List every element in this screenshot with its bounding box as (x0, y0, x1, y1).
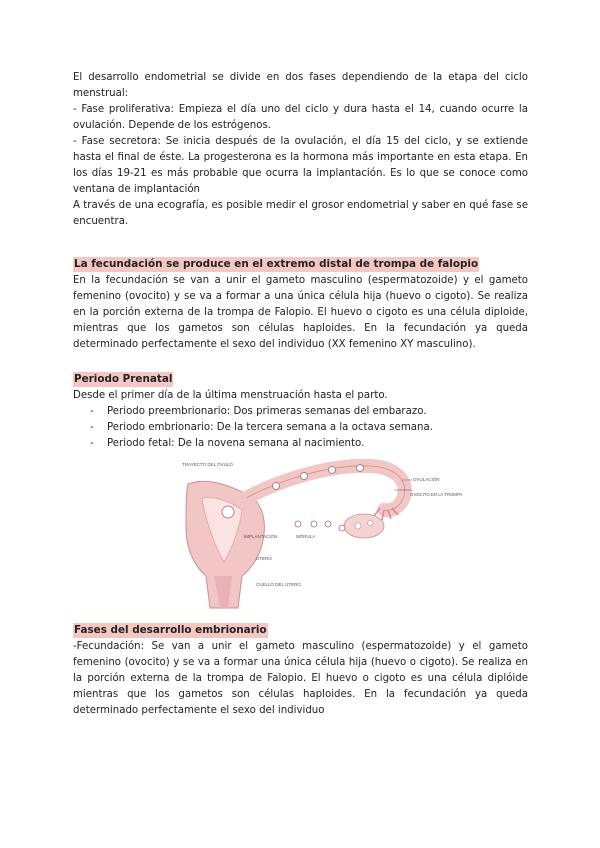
ovum-pathway-illustration (180, 458, 463, 610)
cell (357, 465, 364, 472)
implanted-embryo (222, 506, 234, 518)
follicle (368, 521, 373, 526)
fecundacion-heading: La fecundación se produce en el extremo distal de trompa de falopio (74, 258, 479, 270)
cell (339, 525, 345, 531)
intro-paragraph: El desarrollo endometrial se divide en dos fases dependiendo de la etapa del ciclo menstrual: (73, 72, 528, 99)
cell (295, 521, 301, 527)
cell (325, 521, 331, 527)
follicle (355, 523, 361, 529)
list-item: - Periodo embrionario: De la tercera semana a la octava semana. (90, 420, 528, 436)
label-implantacion: IMPLANTACIÓN (244, 534, 278, 539)
list-item: - Periodo fetal: De la novena semana al nacimiento. (90, 436, 528, 452)
prenatal-intro: Desde el primer día de la última menstruación hasta el parto. (73, 390, 388, 401)
cell (329, 467, 336, 474)
list-item: - Periodo preembrionario: Dos primeras semanas del embarazo. (90, 404, 528, 420)
fases-body: -Fecundación: Se van a unir el gameto masculino (espermatozoide) y el gameto femenino (ovocito) y se va a formar una única célula hija (huevo o cigoto). Se realiza en la porción externa de la trompa de Falopio. El huevo o cigoto es una célula diplóide mientras que los gametos son células haploides. En la fecundación ya queda determinado perfectamente el sexo del individuo (73, 641, 528, 716)
intro-paragraph: - Fase proliferativa: Empieza el día uno del ciclo y dura hasta el 14, cuando ocurre la ovulación. Depende de los estrógenos. (73, 104, 528, 131)
cell (311, 521, 317, 527)
prenatal-heading: Periodo Prenatal (74, 373, 173, 385)
label-morula: MÓRULA (296, 534, 316, 539)
fallopian-tube (246, 466, 405, 511)
prenatal-list (73, 404, 528, 452)
label-trayecto: TRAYECTO DEL ÓVULO (182, 462, 233, 467)
label-ovocito: OVOCITO EN LA TROMPA (410, 492, 463, 497)
intro-paragraph: - Fase secretora: Se inicia después de la ovulación, el día 15 del ciclo, y se extiende hasta el final de éste. La progesterona es la hormona más importante en esta etapa. En los días 19-21 es más probable que ocurra la implantación. Es lo que se conoce como ventana de implantación (73, 136, 528, 195)
fecundacion-body: En la fecundación se van a unir el gameto masculino (espermatozoide) y el gameto femenino (ovocito) y se va a formar a una única célula hija (huevo o cigoto). Se realiza en la porción externa de la trompa de Falopio. El huevo o cigoto es una célula diploide, mientras que los gametos son células haploides. En la fecundación ya queda determinado perfectamente el sexo del individuo (XX femenino XY masculino). (73, 275, 528, 350)
label-ovulacion: OVULACIÓN (413, 477, 440, 482)
document-content (73, 70, 528, 719)
label-cuello: CUELLO DEL ÚTERO (256, 582, 301, 587)
intro-paragraph: A través de una ecografía, es posible medir el grosor endometrial y saber en qué fase se encuentra. (73, 200, 528, 227)
label-utero: ÚTERO (256, 556, 272, 561)
cell (273, 483, 280, 490)
ovary (344, 514, 384, 538)
fases-heading: Fases del desarrollo embrionario (74, 624, 267, 636)
cell (301, 473, 308, 480)
